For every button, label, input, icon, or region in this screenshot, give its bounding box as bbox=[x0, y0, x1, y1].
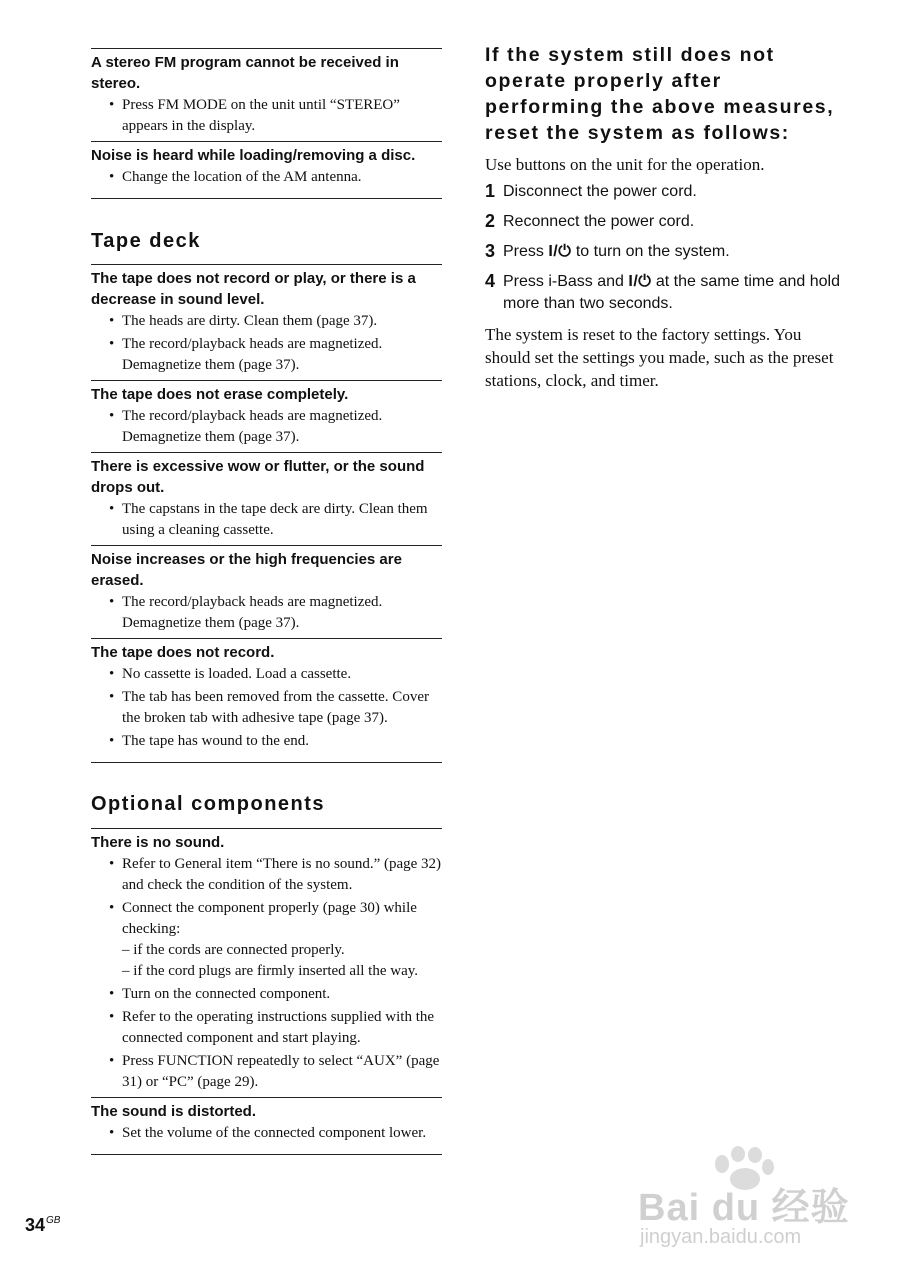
reset-heading: If the system still does not operate properly after performing the above measures, reset the system as follows: bbox=[485, 44, 835, 144]
list-item: • The heads are dirty. Clean them (page 37). bbox=[109, 313, 378, 329]
step-item: 2 Reconnect the power cord. bbox=[485, 211, 695, 231]
list-item: • Change the location of the AM antenna. bbox=[109, 169, 362, 185]
list-item: • The record/playback heads are magnetized. Demagnetize them (page 37). bbox=[109, 594, 383, 631]
list-item: • Press FUNCTION repeatedly to select “AUX” (page 31) or “PC” (page 29). bbox=[109, 1053, 440, 1090]
left-column bbox=[91, 48, 442, 1155]
distorted-block bbox=[91, 1097, 442, 1155]
list-item: • Refer to General item “There is no sound.” (page 32) and check the condition of the system. bbox=[109, 856, 442, 893]
step-number: 1 bbox=[485, 181, 496, 201]
step-number: 3 bbox=[485, 241, 496, 261]
question-heading: A stereo FM program cannot be received in stereo. bbox=[91, 54, 399, 92]
bullet-list bbox=[91, 499, 442, 541]
list-item: • Connect the component properly (page 30) while checking: – if the cords are connected properly. – if the cord plugs are firmly inserted all the way. bbox=[91, 898, 442, 982]
bullet-list bbox=[91, 664, 442, 752]
watermark-logo: Bai du 经验 bbox=[638, 1187, 850, 1229]
list-item: • The tape has wound to the end. bbox=[109, 733, 310, 749]
question-heading: The tape does not record. bbox=[91, 644, 275, 661]
tape-block bbox=[91, 638, 442, 763]
sub-item: – if the cord plugs are firmly inserted all the way. bbox=[122, 963, 419, 979]
power-icon: I/⏻ bbox=[628, 273, 652, 290]
sub-item: – if the cords are connected properly. bbox=[122, 942, 345, 958]
bullet-list bbox=[91, 406, 442, 448]
noise-disc-block bbox=[91, 141, 442, 199]
list-item: • No cassette is loaded. Load a cassette. bbox=[109, 666, 352, 682]
bullet-list bbox=[91, 311, 442, 376]
watermark-url: jingyan.baidu.com bbox=[640, 1226, 802, 1248]
tape-block bbox=[91, 545, 442, 634]
bullet-list bbox=[91, 1123, 442, 1144]
question-heading: There is no sound. bbox=[91, 834, 225, 851]
list-item: • The capstans in the tape deck are dirty. Clean them using a cleaning cassette. bbox=[109, 501, 428, 538]
baidu-watermark bbox=[638, 1146, 850, 1256]
list-item: • The tab has been removed from the cassette. Cover the broken tab with adhesive tape (page 37). bbox=[109, 689, 429, 726]
list-item: • Press FM MODE on the unit until “STEREO” appears in the display. bbox=[109, 97, 400, 134]
list-item: • Turn on the connected component. bbox=[109, 986, 331, 1002]
fm-stereo-block bbox=[91, 48, 442, 137]
list-item: • The record/playback heads are magnetized. Demagnetize them (page 37). bbox=[109, 408, 383, 445]
step-number: 4 bbox=[485, 271, 496, 291]
no-sound-block bbox=[91, 828, 442, 1093]
tape-block bbox=[91, 452, 442, 541]
question-heading: The tape does not record or play, or there is a decrease in sound level. bbox=[91, 270, 416, 308]
reset-intro: Use buttons on the unit for the operation. bbox=[485, 155, 765, 174]
step-number: 2 bbox=[485, 211, 496, 231]
question-heading: Noise is heard while loading/removing a disc. bbox=[91, 147, 416, 164]
question-heading: The tape does not erase completely. bbox=[91, 386, 349, 403]
right-column bbox=[485, 42, 845, 392]
question-heading: There is excessive wow or flutter, or the sound drops out. bbox=[91, 458, 425, 496]
tape-block bbox=[91, 380, 442, 448]
tape-block bbox=[91, 264, 442, 376]
step-item: 1 Disconnect the power cord. bbox=[485, 181, 697, 201]
bullet-list bbox=[91, 167, 442, 188]
list-item: • The record/playback heads are magnetized. Demagnetize them (page 37). bbox=[109, 336, 383, 373]
reset-outro: The system is reset to the factory settings. You should set the settings you made, such as the preset stations, clock, and timer. bbox=[485, 325, 834, 390]
list-item: • Refer to the operating instructions supplied with the connected component and start playing. bbox=[109, 1009, 435, 1046]
list-item: • Set the volume of the connected component lower. bbox=[109, 1125, 427, 1141]
step-item: 3 Press I/⏻ to turn on the system. bbox=[485, 241, 730, 261]
reset-steps bbox=[485, 181, 845, 315]
power-icon: I/⏻ bbox=[548, 243, 572, 260]
bullet-list bbox=[91, 95, 442, 137]
question-heading: Noise increases or the high frequencies are erased. bbox=[91, 551, 402, 589]
bullet-list bbox=[91, 854, 442, 1093]
section-title-optional-components: Optional components bbox=[91, 793, 326, 815]
section-title-tape-deck: Tape deck bbox=[91, 230, 201, 252]
bullet-list bbox=[91, 592, 442, 634]
step-item: 4 Press i-Bass and I/⏻ at the same time and hold more than two seconds. bbox=[485, 271, 840, 312]
question-heading: The sound is distorted. bbox=[91, 1103, 257, 1120]
page-number: $34^{GB}$ bbox=[25, 1215, 61, 1235]
